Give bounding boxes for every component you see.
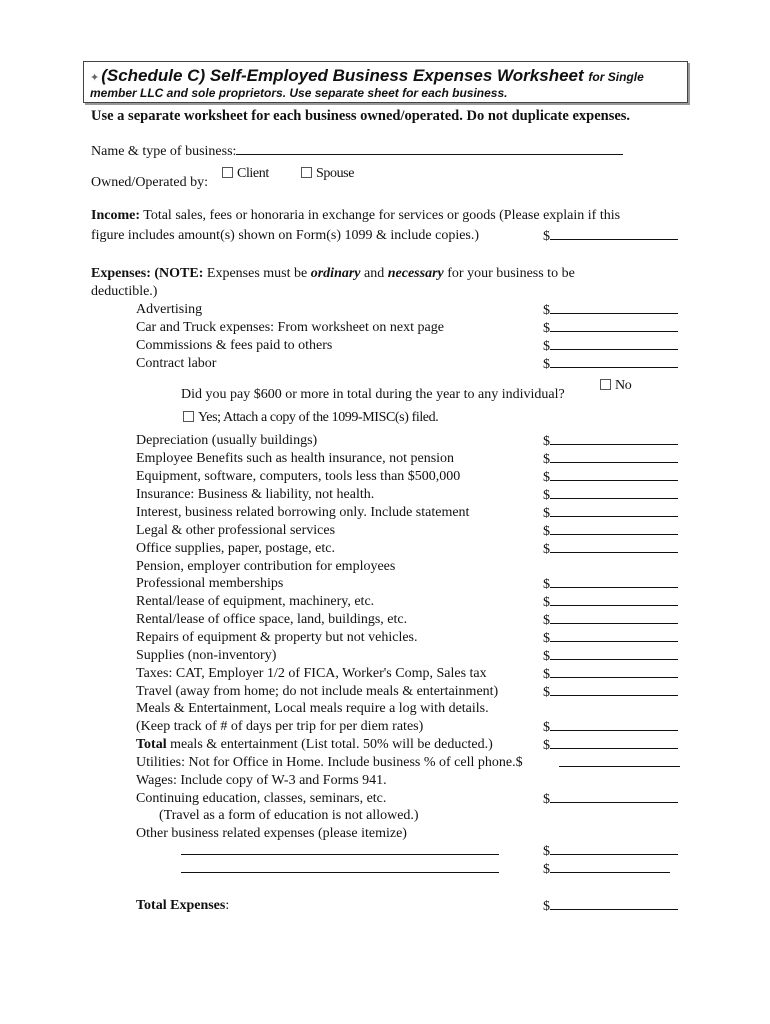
amount-line[interactable] xyxy=(550,338,678,350)
item-legal: Legal & other professional services xyxy=(136,523,336,538)
amount-line[interactable] xyxy=(550,523,678,535)
spouse-checkbox[interactable] xyxy=(301,167,312,178)
amount-line[interactable] xyxy=(550,302,678,314)
item-memberships: Professional memberships xyxy=(136,576,284,591)
rental-office-amount[interactable] xyxy=(543,612,678,629)
amount-line[interactable] xyxy=(550,684,678,696)
dollar-sign: $ xyxy=(543,339,550,354)
amount-line[interactable] xyxy=(550,451,678,463)
item-contract: Contract labor xyxy=(136,356,217,371)
owned-client-option[interactable] xyxy=(222,166,269,182)
owned-label: Owned/Operated by: xyxy=(91,175,209,190)
total-expenses-amount[interactable] xyxy=(543,898,678,915)
other-item-2-field[interactable] xyxy=(181,861,499,878)
client-label: Client xyxy=(237,166,269,181)
title-suffix: for Single xyxy=(588,70,644,84)
amount-line[interactable] xyxy=(550,505,678,517)
rental-equipment-amount[interactable] xyxy=(543,594,678,611)
dollar-sign: $ xyxy=(543,649,550,664)
amount-line[interactable] xyxy=(550,791,678,803)
other-line[interactable] xyxy=(181,861,499,873)
interest-amount[interactable] xyxy=(543,505,678,522)
instruction: Use a separate worksheet for each business owned/operated. Do not duplicate expenses. xyxy=(91,108,631,124)
dollar-sign: $ xyxy=(543,524,550,539)
amount-line[interactable] xyxy=(550,576,678,588)
amount-line[interactable] xyxy=(559,755,680,767)
dollar-sign: $ xyxy=(543,577,550,592)
dollar-sign: $ xyxy=(543,720,550,735)
amount-line[interactable] xyxy=(550,843,678,855)
no-checkbox[interactable] xyxy=(600,379,611,390)
legal-amount[interactable] xyxy=(543,523,678,540)
item-rental-equipment: Rental/lease of equipment, machinery, etc. xyxy=(136,594,375,609)
dollar-sign: $ xyxy=(543,862,550,877)
no-label: No xyxy=(615,378,632,393)
amount-line[interactable] xyxy=(550,487,678,499)
item-office: Office supplies, paper, postage, etc. xyxy=(136,541,336,556)
travel-amount[interactable] xyxy=(543,684,678,701)
yes-label: Yes; Attach a copy of the 1099-MISC(s) filed. xyxy=(198,410,439,425)
supplies-amount[interactable] xyxy=(543,648,678,665)
item-utilities: Utilities: Not for Office in Home. Include business % of cell phone.$ xyxy=(136,755,523,770)
amount-line[interactable] xyxy=(550,737,678,749)
item-repairs: Repairs of equipment & property but not vehicles. xyxy=(136,630,418,645)
depreciation-amount[interactable] xyxy=(543,433,678,450)
commissions-amount[interactable] xyxy=(543,338,678,355)
dollar-sign: $ xyxy=(543,613,550,628)
yes-checkbox[interactable] xyxy=(183,411,194,422)
and-word: and xyxy=(364,266,385,281)
expenses-header-line-2: deductible.) xyxy=(91,284,158,299)
item-equipment: Equipment, software, computers, tools less than $500,000 xyxy=(136,469,461,484)
dollar-sign: $ xyxy=(543,434,550,449)
dollar-sign: $ xyxy=(543,738,550,753)
item-taxes: Taxes: CAT, Employer 1/2 of FICA, Worker's Comp, Sales tax xyxy=(136,666,487,681)
insurance-amount[interactable] xyxy=(543,487,678,504)
item-meals: Meals & Entertainment, Local meals require a log with details. xyxy=(136,701,489,716)
car-amount[interactable] xyxy=(543,320,678,337)
income-text-1: Total sales, fees or honoraria in exchange for services or goods (Please explain if this xyxy=(143,208,621,223)
expenses-header-line-1 xyxy=(91,266,575,282)
total-expenses-label xyxy=(136,898,229,914)
expenses-text-2: for your business to be xyxy=(447,266,575,281)
item-supplies: Supplies (non-inventory) xyxy=(136,648,277,663)
expenses-label: Expenses: (NOTE: xyxy=(91,266,204,281)
amount-line[interactable] xyxy=(550,630,678,642)
name-type-row xyxy=(91,143,623,160)
dollar-sign: $ xyxy=(543,470,550,485)
income-label: Income: xyxy=(91,208,140,223)
amount-line[interactable] xyxy=(550,356,678,368)
item-education-note: (Travel as a form of education is not allowed.) xyxy=(159,808,419,823)
amount-line[interactable] xyxy=(550,228,678,240)
amount-line[interactable] xyxy=(550,320,678,332)
yes-option[interactable] xyxy=(183,410,438,426)
title-line-1 xyxy=(90,66,644,86)
total-colon: : xyxy=(225,898,230,913)
income-text-2: figure includes amount(s) shown on Form(s) 1099 & include copies.) xyxy=(91,228,480,243)
item-advertising: Advertising xyxy=(136,302,203,317)
education-amount[interactable] xyxy=(543,791,678,808)
item-travel: Travel (away from home; do not include meals & entertainment) xyxy=(136,684,499,699)
item-insurance: Insurance: Business & liability, not health. xyxy=(136,487,375,502)
dollar-sign: $ xyxy=(543,792,550,807)
income-amount[interactable] xyxy=(543,228,678,245)
amount-line[interactable] xyxy=(550,469,678,481)
item-interest: Interest, business related borrowing only. Include statement xyxy=(136,505,470,520)
item-wages: Wages: Include copy of W-3 and Forms 941. xyxy=(136,773,387,788)
utilities-amount[interactable] xyxy=(559,755,680,772)
equipment-amount[interactable] xyxy=(543,469,678,486)
taxes-amount[interactable] xyxy=(543,666,678,683)
amount-line[interactable] xyxy=(550,648,678,660)
advertising-amount[interactable] xyxy=(543,302,678,319)
other-item-1-amount[interactable] xyxy=(543,843,678,860)
dollar-sign: $ xyxy=(543,321,550,336)
dollar-sign: $ xyxy=(543,667,550,682)
no-option[interactable] xyxy=(600,378,631,394)
amount-line[interactable] xyxy=(550,719,678,731)
name-type-label: Name & type of business: xyxy=(91,144,237,159)
income-line-1 xyxy=(91,208,620,224)
item-pension: Pension, employer contribution for employees xyxy=(136,559,396,574)
total-meals-bold: Total xyxy=(136,737,167,752)
dollar-sign: $ xyxy=(543,844,550,859)
contract-amount[interactable] xyxy=(543,356,678,373)
amount-line[interactable] xyxy=(550,612,678,624)
memberships-amount[interactable] xyxy=(543,576,678,593)
amount-line[interactable] xyxy=(550,594,678,606)
question-text: Did you pay $600 or more in total during the year to any individual? xyxy=(181,387,565,402)
item-depreciation: Depreciation (usually buildings) xyxy=(136,433,318,448)
office-amount[interactable] xyxy=(543,541,678,558)
other-line[interactable] xyxy=(181,843,499,855)
benefits-amount[interactable] xyxy=(543,451,678,468)
necessary-word: necessary xyxy=(387,266,444,281)
item-commissions: Commissions & fees paid to others xyxy=(136,338,333,353)
item-education: Continuing education, classes, seminars, etc. xyxy=(136,791,387,806)
dollar-sign: $ xyxy=(543,229,550,244)
dollar-sign: $ xyxy=(543,506,550,521)
amount-line[interactable] xyxy=(550,541,678,553)
item-perdiem: (Keep track of # of days per trip for per diem rates) xyxy=(136,719,424,734)
dollar-sign: $ xyxy=(543,595,550,610)
item-other: Other business related expenses (please itemize) xyxy=(136,826,407,841)
total-meals-text: meals & entertainment (List total. 50% will be deducted.) xyxy=(170,737,493,752)
flag-icon: ✦ xyxy=(90,72,100,84)
dollar-sign: $ xyxy=(543,631,550,646)
total-meals-amount[interactable] xyxy=(543,737,678,754)
spouse-label: Spouse xyxy=(316,166,355,181)
other-item-2-amount[interactable] xyxy=(543,861,670,878)
amount-line[interactable] xyxy=(550,898,678,910)
amount-line[interactable] xyxy=(550,433,678,445)
name-type-field[interactable] xyxy=(236,143,623,155)
title-main: (Schedule C) Self-Employed Business Expenses Worksheet xyxy=(101,66,584,85)
perdiem-amount[interactable] xyxy=(543,719,678,736)
dollar-sign: $ xyxy=(543,488,550,503)
title-box xyxy=(83,61,688,103)
other-item-1-field[interactable] xyxy=(181,843,499,860)
title-line-2: member LLC and sole proprietors. Use separate sheet for each business. xyxy=(90,86,508,100)
expenses-text: Expenses must be xyxy=(206,266,308,281)
repairs-amount[interactable] xyxy=(543,630,678,647)
dollar-sign: $ xyxy=(543,899,550,914)
dollar-sign: $ xyxy=(543,357,550,372)
amount-line[interactable] xyxy=(550,666,678,678)
dollar-sign: $ xyxy=(543,303,550,318)
item-total-meals xyxy=(136,737,493,753)
item-rental-office: Rental/lease of office space, land, buildings, etc. xyxy=(136,612,408,627)
dollar-sign: $ xyxy=(543,542,550,557)
owned-spouse-option[interactable] xyxy=(301,166,354,182)
total-expenses-text: Total Expenses xyxy=(136,898,226,913)
ordinary-word: ordinary xyxy=(310,266,361,281)
client-checkbox[interactable] xyxy=(222,167,233,178)
dollar-sign: $ xyxy=(543,685,550,700)
item-car: Car and Truck expenses: From worksheet on next page xyxy=(136,320,444,335)
dollar-sign: $ xyxy=(543,452,550,467)
item-benefits: Employee Benefits such as health insurance, not pension xyxy=(136,451,455,466)
amount-line[interactable] xyxy=(550,861,670,873)
